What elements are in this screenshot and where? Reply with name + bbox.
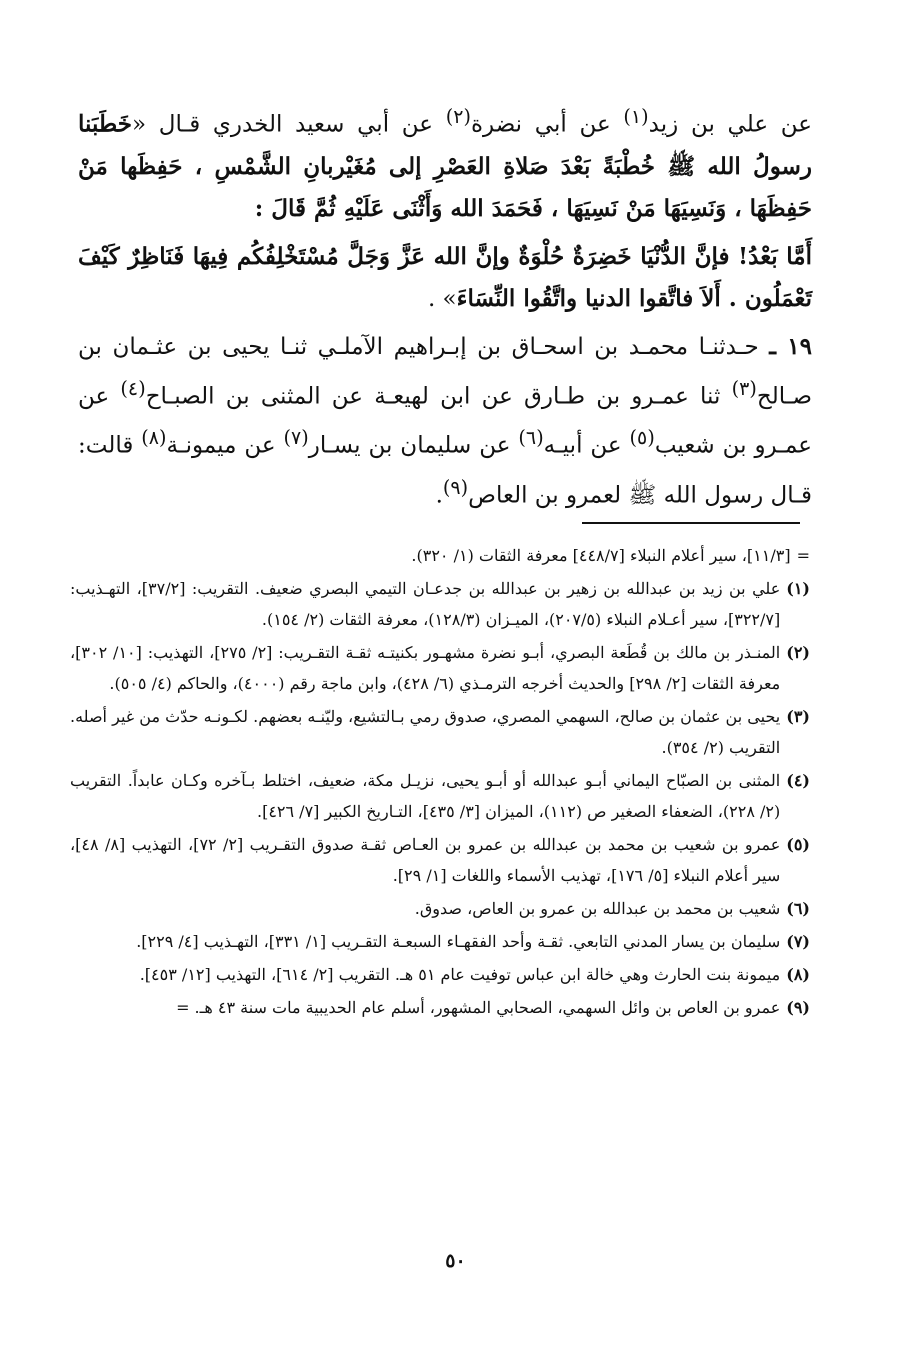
footnote-7 [70,926,810,957]
text-segment: عن أبي سعيد الخدري قـال « [131,111,446,138]
text-segment: عن عمـرو بن شعيب [78,383,813,459]
footnote-ref-3: (٣) [731,376,757,400]
footnote-marker: (٢) [786,643,810,662]
footnote-marker: (١) [786,579,810,598]
text-segment: ثنا عمـرو بن طـارق عن ابن لهيعـة عن المثنى بن الصبـاح [145,383,732,410]
footnotes [70,540,810,1025]
text-segment: . [435,482,443,509]
main-text [78,96,812,517]
text-segment: عن أبي نضرة [471,111,624,138]
paragraph-hadith-18 [78,96,812,230]
footnote-text: عمرو بن شعيب بن محمد بن عبدالله بن عمرو بن العـاص ثقـة صدوق التقـريب [٢/ ٧٢]، التهذيب [٨/ ٤٨]، سير أعلام النبلاء [٥/ ١٧٦]، تهذيب الأسماء واللغات [١/ ٢٩]. [70,835,781,885]
text-segment: » . [427,285,457,312]
footnote-text: يحيى بن عثمان بن صالح، السهمي المصري، صدوق رمي بـالتشيع، وليّنـه بعضهم. لكـونـه حدّث من غير أصله. التقريب (٢/ ٣٥٤). [70,707,781,757]
text-segment: عن ميمونـة [166,432,284,459]
footnote-4 [70,765,810,827]
footnote-marker: (٥) [786,835,810,854]
hadith-text: أَمَّا بَعْدُ! فإنَّ الدُّنْيَا خَضِرَةٌ حُلْوَةٌ وإنَّ الله عَزَّ وَجَلَّ مُسْتَخْلِفُكُم فِيهَا فَنَاظِرٌ كَيْفَ تَعْمَلُون . أَلاَ فاتَّقوا الدنيا واتَّقُوا النِّسَاءَ [78,242,812,312]
footnote-9 [70,992,810,1023]
footnote-ref-2: (٢) [445,105,471,128]
footnote-text: المثنى بن الصبّاح اليماني أبـو عبدالله أو أبـو يحيى، نزيـل مكة، ضعيف، اختلط بـآخره وكـان عابداً. التقريب (٢/ ٢٢٨)، الضعفاء الصغير ص (١١٢)، الميزان [٣/ ٤٣٥]، التـاريخ الكبير [٧/ ٤٢٦]. [70,771,781,821]
footnote-marker: = [796,546,810,565]
hadith-number: ١٩ ـ [769,332,812,360]
page-number: ٥٠ [445,1250,466,1272]
footnote-divider [582,522,800,524]
text-segment: عن أبيـه [543,432,630,459]
footnote-marker: (٤) [786,771,810,790]
footnote-ref-4: (٤) [120,376,146,400]
text-segment: قالت: قـال رسول الله ﷺ لعمرو بن العاص [78,432,812,509]
footnote-ref-6: (٦) [518,426,544,450]
footnote-text: علي بن زيد بن عبدالله بن زهير بن عبدالله بن جدعـان التيمي البصري ضعيف. التقريب: [٣٧/٢]، التهـذيب: [٣٢٢/٧]، سير أعـلام النبلاء (٢٠٧/٥)، الميـزان (١٢٨/٣)، معرفة الثقات (٢/ ١٥٤). [70,579,781,629]
footnote-text: سليمان بن يسار المدني التابعي. ثقـة وأحد الفقهـاء السبعـة التقـريب [١/ ٣٣١]، التهـذيب [٤/ ٢٢٩]. [136,932,781,951]
paragraph-hadith-19 [78,326,812,517]
text-segment: عن علي بن زيد [648,111,812,138]
footnote-marker: (٧) [786,932,810,951]
footnote-3 [70,701,810,763]
footnote-marker: (٣) [786,707,810,726]
footnote-marker: (٩) [786,998,810,1017]
footnote-text: المنـذر بن مالك بن قُطَعة البصري، أبـو نضرة مشهـور بكنيتـه ثقـة التقـريب: [٢/ ٢٧٥]، التهذيب: [١٠/ ٣٠٢]، معرفة الثقات [٢/ ٢٩٨] والحديث أخرجه الترمـذي (٦/ ٤٢٨)، وابن ماجة رقم (٤٠٠٠)، والحاكم (٤/ ٥٠٥). [70,643,781,693]
footnote-ref-5: (٥) [629,426,655,450]
footnote-text: شعيب بن محمد بن عبدالله بن عمرو بن العاص، صدوق. [414,899,781,918]
footnote-ref-8: (٨) [141,426,167,450]
footnote-2 [70,637,810,699]
footnote-marker: (٦) [786,899,810,918]
footnote-ref-1: (١) [623,105,649,128]
paragraph-hadith-continuation [78,236,812,320]
footnote-text: عمرو بن العاص بن وائل السهمي، الصحابي المشهور، أسلم عام الحديبية مات سنة ٤٣ هـ. = [176,998,781,1017]
footnote-continuation [70,540,810,571]
footnote-text: ميمونة بنت الحارث وهي خالة ابن عباس توفيت عام ٥١ هـ. التقريب [٢/ ٦١٤]، التهذيب [١٢/ ٤٥٣]. [139,965,781,984]
footnote-ref-7: (٧) [283,426,309,450]
footnote-marker: (٨) [786,965,810,984]
footnote-8 [70,959,810,990]
footnote-text: [١١/٣]، سير أعلام النبلاء [٤٤٨/٧] معرفة الثقات (١/ ٣٢٠). [411,546,791,565]
text-segment: حـدثنـا محمـد بن اسحـاق بن إبـراهيم الآملـي ثنـا يحيى بن عثـمان بن صـالح [78,333,812,410]
footnote-1 [70,573,810,635]
hadith-text: خَطَبَنا رسولُ الله ﷺ خُطْبَةً بَعْدَ صَلاةِ العَصْرِ إلى مُغَيْربانِ الشَّمْسِ ، حَفِظَها مَنْ حَفِظَهَا ، وَنَسِيَهَا مَنْ نَسِيَهَا ، فَحَمَدَ الله وَأَثْنَى عَلَيْهِ ثُمَّ قَالَ : [78,110,812,222]
text-segment: عن سليمان بن يسـار [308,432,519,459]
footnote-5 [70,829,810,891]
footnote-ref-9: (٩) [442,475,469,499]
footnote-6 [70,893,810,924]
